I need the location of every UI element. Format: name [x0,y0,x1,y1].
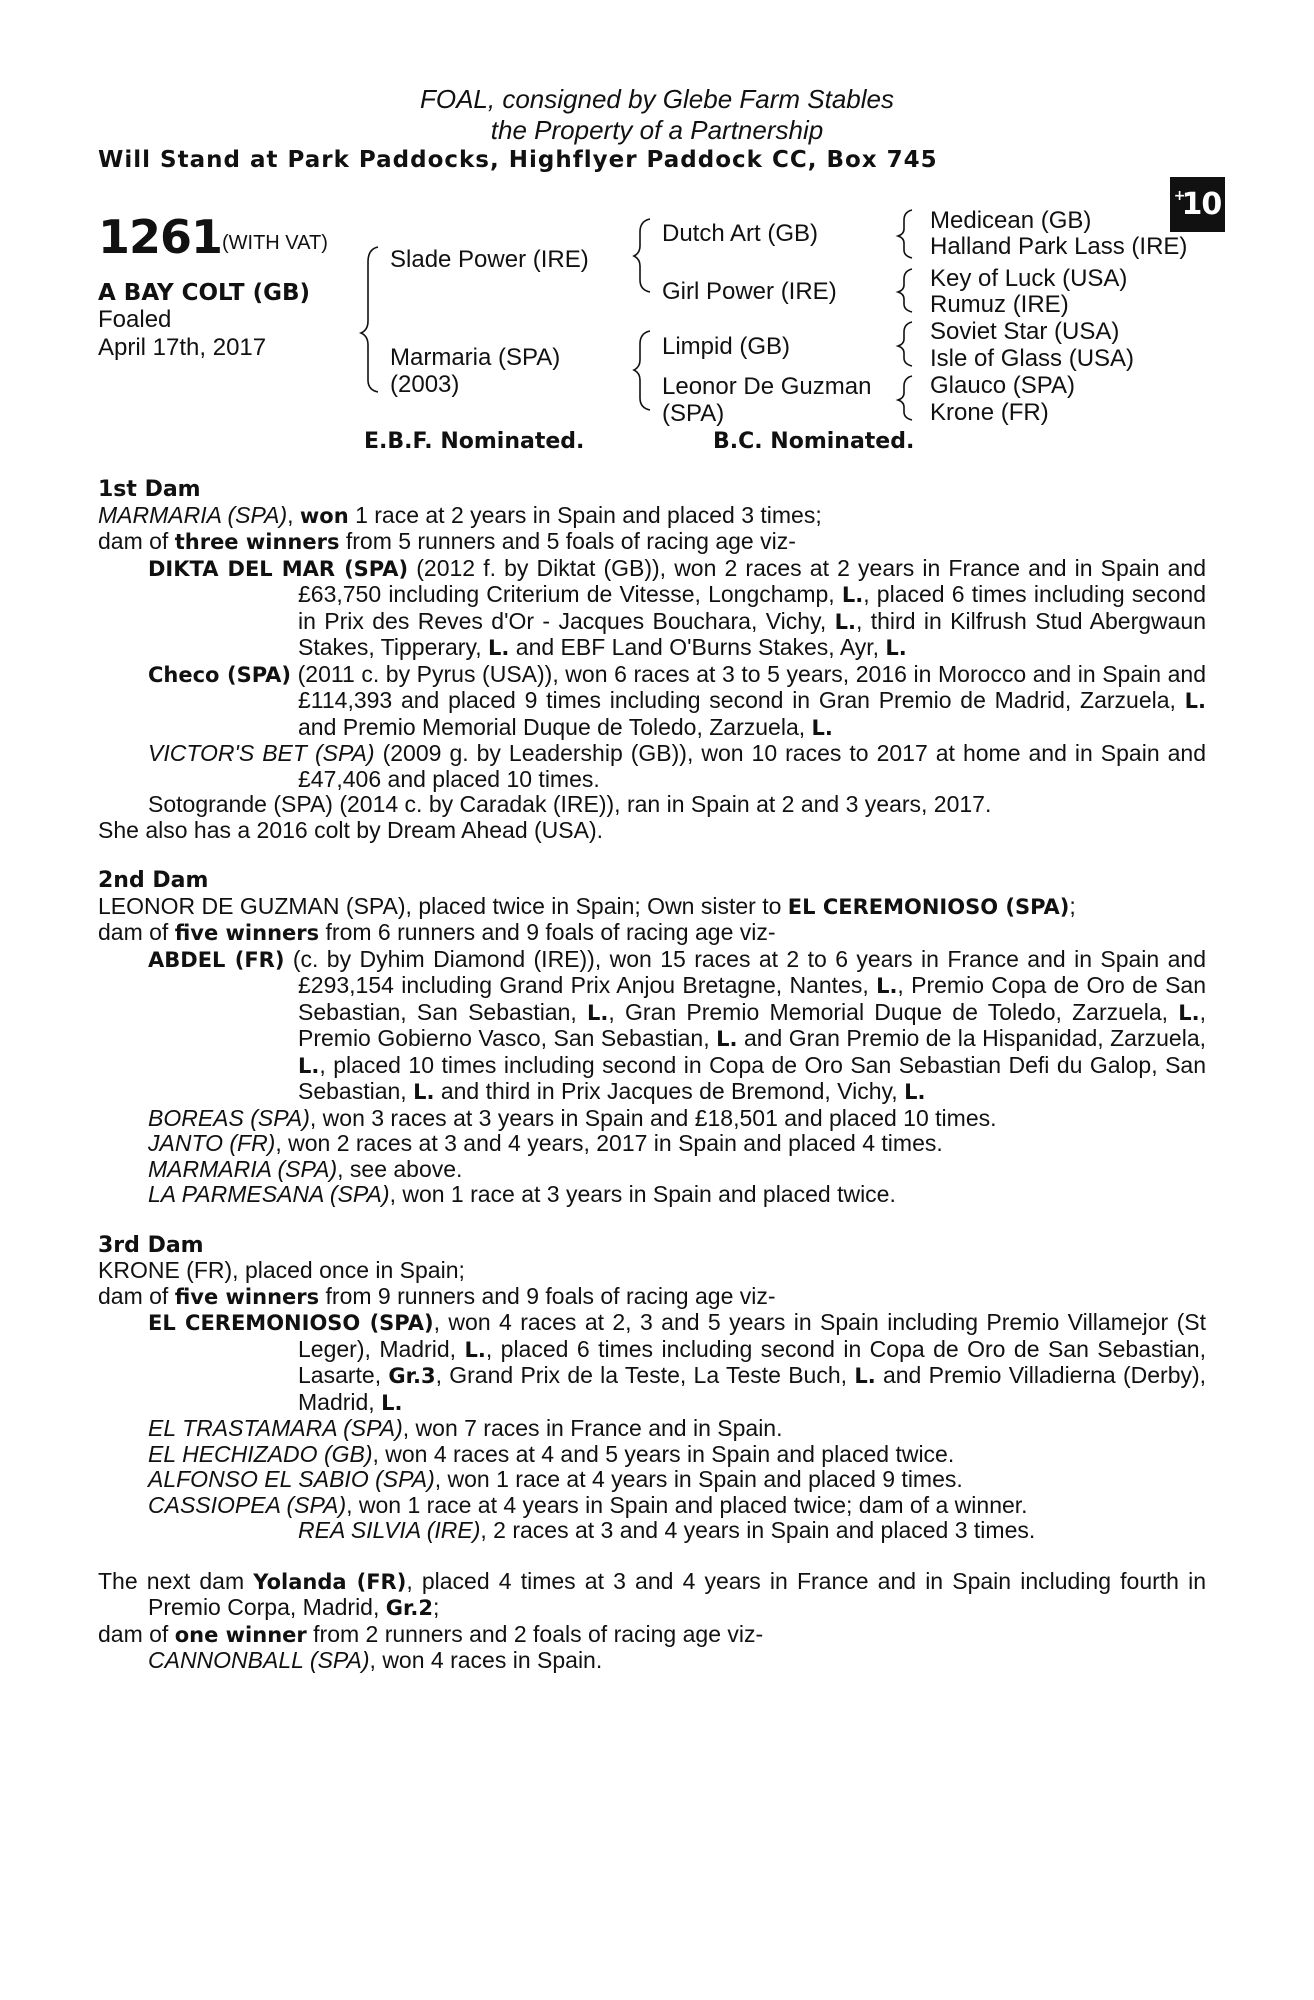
catalogue-body [98,477,1206,1674]
list-item: DIKTA DEL MAR (SPA) (2012 f. by Diktat (GB)), won 2 races at 2 years in France and in Spain and £63,750 including Criterium de Vitesse, Longchamp, L., placed 6 times including second in Prix des Reves d'Or - Jacques Bouchara, Vichy, L., third in Kilfrush Stud Abergwaun Stakes, Tipperary, L. and EBF Land O'Burns Stakes, Ayr, L. [148,554,1207,660]
sire: Slade Power (IRE) [390,246,589,273]
sire-dam: Girl Power (IRE) [662,278,837,305]
second-dam-intro: LEONOR DE GUZMAN (SPA), placed twice in Spain; Own sister to EL CEREMONIOSO (SPA); [98,892,1076,919]
list-item: MARMARIA (SPA), see above. [148,1155,463,1182]
bracket-ds [898,322,912,366]
vat-note: (WITH VAT) [222,232,328,254]
list-item: VICTOR'S BET (SPA) (2009 g. by Leadership (GB)), won 10 races to 2017 at home and in Spain and £47,406 and placed 10 times. [148,740,1206,792]
bracket-dam [634,331,650,410]
second-dam-produce: dam of five winners from 6 runners and 9 foals of racing age viz- [98,919,776,945]
ddd: Krone (FR) [930,399,1049,426]
foaled-date: April 17th, 2017 [98,334,267,361]
foaled-label: Foaled [98,306,172,333]
bc-nominated: B.C. Nominated. [713,429,915,454]
list-item: JANTO (FR), won 2 races at 3 and 4 years, 2017 in Spain and placed 4 times. [148,1130,943,1156]
sds: Key of Luck (USA) [930,265,1128,292]
third-dam-produce: dam of five winners from 9 runners and 9 foals of racing age viz- [98,1282,776,1309]
list-item: EL TRASTAMARA (SPA), won 7 races in France and in Spain. [148,1415,783,1441]
badge-number: 10 [1181,187,1222,222]
next-dam-intro: The next dam Yolanda (FR), placed 4 times at 3 and 4 years in France and in Spain including fourth in Premio Corpa, Madrid, Gr.2; [98,1567,1206,1620]
list-item: Sotogrande (SPA) (2014 c. by Caradak (IRE)), ran in Spain at 2 and 3 years, 2017. [148,791,992,817]
third-dam-heading: 3rd Dam [98,1232,204,1258]
dam-year: (2003) [390,371,460,398]
first-dam-intro: MARMARIA (SPA), won 1 race at 2 years in Spain and placed 3 times; [98,501,822,528]
sss: Medicean (GB) [930,207,1092,234]
list-item: ABDEL (FR) (c. by Dyhim Diamond (IRE)), won 15 races at 2 to 6 years in France and in Spain and £293,154 including Grand Prix Anjou Bretagne, Nantes, L., Premio Copa de Oro de San Sebastian, San Sebastian, L., Gran Premio Memorial Duque de Toledo, Zarzuela, L., Premio Gobierno Vasco, San Sebastian, L. and Gran Premio de la Hispanidad, Zarzuela, L., placed 10 times including second in Copa de Oro San Sebastian Defi du Galop, San Sebastian, L. and third in Prix Jacques de Bremond, Vichy, L. [148,945,1207,1104]
dam-dam: Leonor De Guzman [662,373,872,400]
ten-plus-badge [1170,177,1225,232]
bracket-sire [634,219,650,292]
third-dam-intro: KRONE (FR), placed once in Spain; [98,1257,465,1283]
first-dam-heading: 1st Dam [98,477,201,502]
first-dam-also: She also has a 2016 colt by Dream Ahead (USA). [98,816,604,843]
bracket-sire-dam [361,247,378,392]
second-dam-heading: 2nd Dam [98,868,209,893]
dam-dam-country: (SPA) [662,400,725,427]
next-dam-produce: dam of one winner from 2 runners and 2 foals of racing age viz- [98,1620,764,1647]
list-item: ALFONSO EL SABIO (SPA), won 1 race at 4 years in Spain and placed 9 times. [148,1466,963,1492]
list-item: BOREAS (SPA), won 3 races at 3 years in Spain and £18,501 and placed 10 times. [148,1104,997,1131]
list-item: EL CEREMONIOSO (SPA), won 4 races at 2, 3 and 5 years in Spain including Premio Villamejor (St Leger), Madrid, L., placed 6 times including second in Copa de Oro de San Sebastian, Lasarte, Gr.3, Grand Prix de la Teste, La Teste Buch, L. and Premio Villadierna (Derby), Madrid, L. [148,1309,1207,1415]
ebf-nominated: E.B.F. Nominated. [364,429,585,454]
sdd: Rumuz (IRE) [930,291,1069,318]
list-item: EL HECHIZADO (GB), won 4 races at 4 and 5 years in Spain and placed twice. [148,1440,955,1467]
list-item-sub: REA SILVIA (IRE), 2 races at 3 and 4 years in Spain and placed 3 times. [298,1517,1036,1543]
bracket-ss [898,210,912,258]
dam: Marmaria (SPA) [390,344,561,371]
property-line: the Property of a Partnership [490,115,824,145]
sire-sire: Dutch Art (GB) [662,220,819,247]
bracket-sd [898,269,912,312]
list-item: LA PARMESANA (SPA), won 1 race at 3 years in Spain and placed twice. [148,1181,896,1207]
list-item: Checo (SPA) (2011 c. by Pyrus (USA)), won 6 races at 3 to 5 years, 2016 in Morocco and in Spain and £114,393 and placed 9 times including second in Gran Premio de Madrid, Zarzuela, L. and Premio Memorial Duque de Toledo, Zarzuela, L. [148,660,1207,740]
stand-line: Will Stand at Park Paddocks, Highflyer Paddock CC, Box 745 [98,147,938,173]
consignor-line: FOAL, consigned by Glebe Farm Stables [419,84,894,114]
list-item: CASSIOPEA (SPA), won 1 race at 4 years in Spain and placed twice; dam of a winner. [148,1491,1028,1518]
dsd: Isle of Glass (USA) [930,345,1135,372]
dds: Glauco (SPA) [930,372,1075,399]
lot-description: A BAY COLT (GB) [98,280,311,306]
dam-sire: Limpid (GB) [662,333,791,360]
lot-number: 1261 [98,210,223,264]
dss: Soviet Star (USA) [930,318,1120,345]
first-dam-produce: dam of three winners from 5 runners and 5 foals of racing age viz- [98,528,796,554]
list-item: CANNONBALL (SPA), won 4 races in Spain. [148,1647,603,1673]
ssd: Halland Park Lass (IRE) [930,233,1188,260]
badge-plus: + [1173,187,1185,204]
bracket-dd [898,376,912,420]
